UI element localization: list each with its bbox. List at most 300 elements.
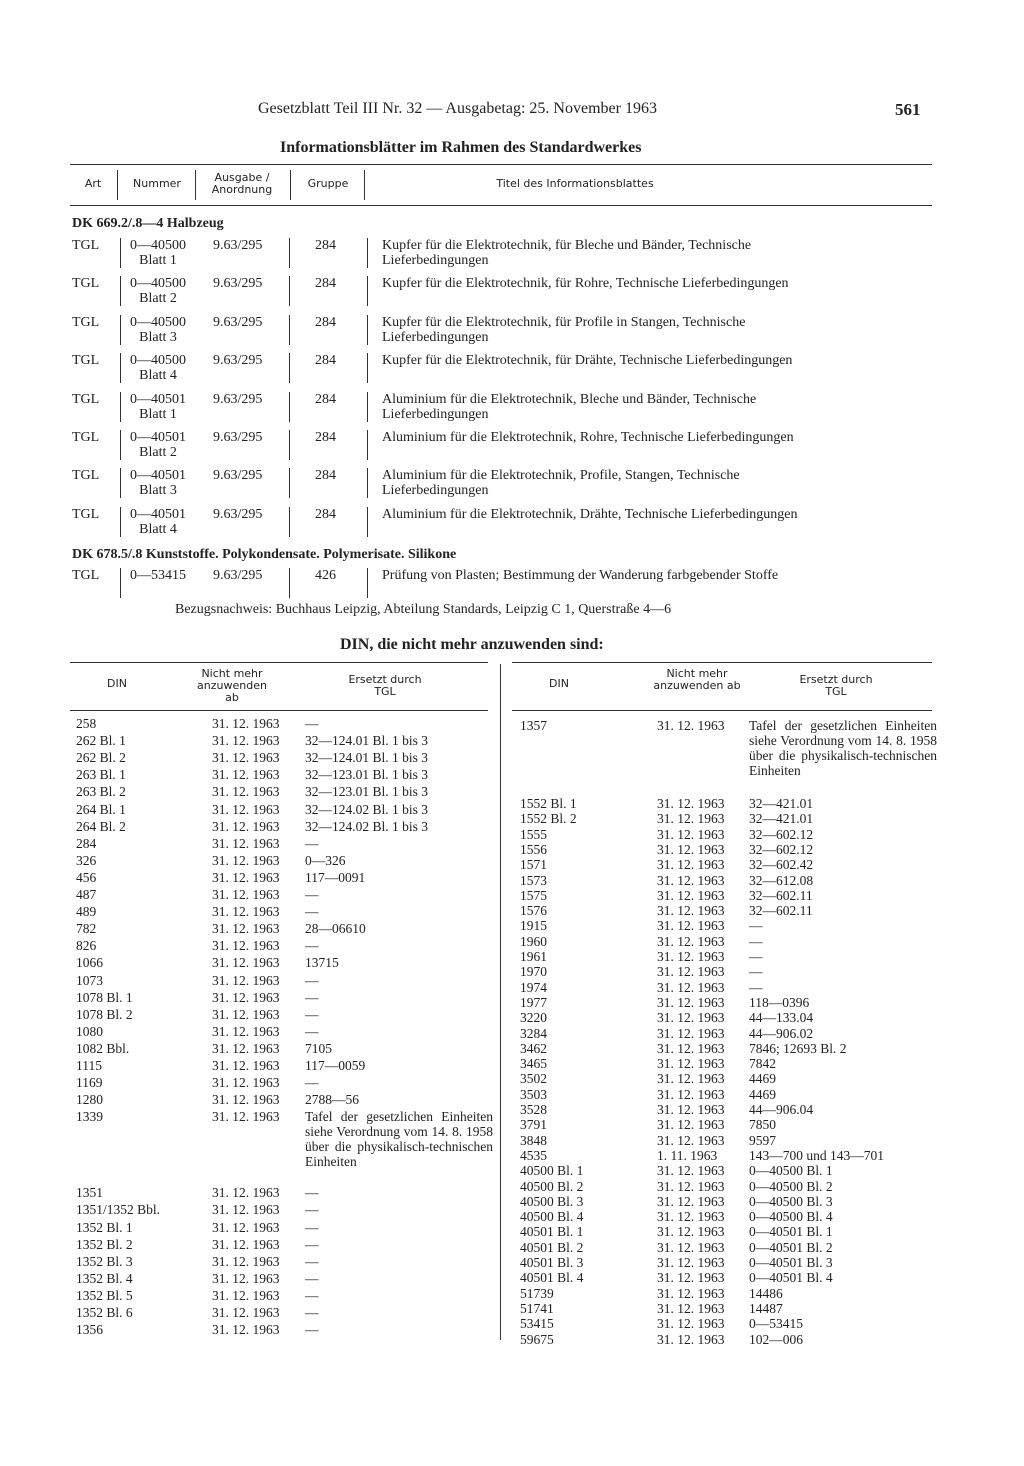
din-replacement: 0—40500 Bl. 2 — [749, 1178, 833, 1194]
gruppe-cell: 284 — [315, 430, 336, 445]
din-replacement: — — [749, 949, 763, 964]
din-number: 1339 — [76, 1109, 103, 1125]
cell-divider — [120, 238, 121, 268]
din-number: 1073 — [76, 972, 103, 988]
din-date: 31. 12. 1963 — [212, 1287, 280, 1303]
din-date: 31. 12. 1963 — [212, 1109, 280, 1125]
din-number: 1556 — [520, 841, 547, 857]
col-gruppe-header: Gruppe — [307, 177, 349, 190]
din-date: 31. 12. 1963 — [657, 1316, 725, 1332]
cell-divider — [367, 430, 368, 460]
group-heading: DK 678.5/.8 Kunststoffe. Polykondensate. Polymerisate. Silikone — [72, 547, 457, 562]
din-number: 262 Bl. 2 — [76, 750, 126, 766]
col-divider — [364, 170, 365, 200]
ausgabe-cell: 9.63/295 — [213, 468, 263, 484]
din-replacement: — — [305, 1219, 319, 1235]
cell-divider — [289, 315, 290, 345]
din-number: 1078 Bl. 1 — [76, 989, 133, 1005]
din-number: 1575 — [520, 887, 547, 903]
din-date: 31. 12. 1963 — [212, 852, 280, 868]
din-date: 31. 12. 1963 — [212, 1075, 280, 1091]
din-date: 31. 12. 1963 — [657, 1255, 725, 1270]
info-row — [0, 315, 950, 353]
gruppe-cell: 284 — [315, 353, 336, 369]
din-replacement: 7850 — [749, 1117, 776, 1133]
titel-cell: Aluminium für die Elektrotechnik, Drähte, Technische Lieferbedingungen — [382, 506, 798, 522]
din-date: 31. 12. 1963 — [657, 1010, 725, 1026]
din-date: 31. 12. 1963 — [657, 1102, 725, 1117]
din-date: 31. 12. 1963 — [212, 887, 280, 902]
din-replacement: 32—124.01 Bl. 1 bis 3 — [305, 733, 429, 749]
din-date: 31. 12. 1963 — [212, 1006, 280, 1022]
din-number: 263 Bl. 2 — [76, 784, 126, 800]
art-cell: TGL — [72, 238, 100, 253]
din-number: 1915 — [520, 918, 547, 934]
cell-divider — [289, 353, 290, 383]
info-row — [0, 353, 950, 391]
din-number: 1352 Bl. 1 — [76, 1219, 133, 1235]
din-number: 40501 Bl. 3 — [520, 1255, 584, 1270]
titel-cell: Prüfung von Plasten; Bestimmung der Wanderung farbgebender Stoffe — [382, 568, 779, 583]
din-replacement: 0—40500 Bl. 1 — [749, 1163, 833, 1179]
din-number: 1573 — [520, 872, 547, 888]
cell-divider — [289, 430, 290, 460]
din-date: 31. 12. 1963 — [657, 994, 725, 1010]
cell-divider — [367, 392, 368, 422]
din-number: 263 Bl. 1 — [76, 767, 126, 783]
din-replacement: 118—0396 — [749, 994, 810, 1010]
din-replacement: — — [749, 964, 763, 980]
info-row — [0, 568, 950, 606]
din-date: 31. 12. 1963 — [212, 989, 280, 1005]
din-date: 31. 12. 1963 — [657, 1132, 725, 1148]
din-date: 31. 12. 1963 — [657, 1086, 725, 1102]
din-replacement: 32—421.01 — [749, 811, 814, 827]
col-ausgabe-header: Ausgabe / Anordnung — [211, 171, 273, 196]
din-date: 31. 12. 1963 — [212, 1236, 280, 1252]
art-cell: TGL — [72, 314, 100, 330]
din-date: 31. 12. 1963 — [212, 835, 280, 851]
nummer-cell: 0—40501 Blatt 4 — [130, 506, 186, 537]
cell-divider — [367, 276, 368, 306]
cell-divider — [367, 568, 368, 598]
ausgabe-cell: 9.63/295 — [213, 353, 263, 369]
nummer-cell: 0—40500 Blatt 4 — [130, 353, 186, 384]
nummer-cell: 0—53415 — [130, 568, 186, 583]
info-row — [0, 430, 950, 468]
din-date: 31. 12. 1963 — [212, 767, 280, 783]
din-replacement: 7842 — [749, 1056, 776, 1072]
din-replacement: 32—602.11 — [749, 887, 813, 903]
din-date: 31. 12. 1963 — [212, 955, 280, 971]
din-number: 3502 — [520, 1071, 547, 1087]
din-left-bottom-rule — [70, 710, 488, 711]
din-replacement: — — [305, 1023, 319, 1039]
din-replacement: 0—40501 Bl. 4 — [749, 1270, 833, 1286]
din-number: 1974 — [520, 979, 547, 995]
din-number: 51739 — [520, 1285, 554, 1301]
gruppe-cell: 284 — [315, 506, 336, 522]
din-replacement: — — [305, 938, 319, 954]
din-date: 31. 12. 1963 — [657, 796, 725, 811]
din-date: 31. 12. 1963 — [212, 869, 280, 885]
info-row — [0, 238, 950, 276]
gruppe-cell: 284 — [315, 391, 336, 407]
titel-cell: Kupfer für die Elektrotechnik, für Profile in Stangen, Technische Lieferbedingungen — [382, 314, 746, 345]
din-date: 31. 12. 1963 — [657, 872, 725, 888]
din-number: 1352 Bl. 4 — [76, 1270, 133, 1286]
din-replacement: — — [305, 1185, 319, 1201]
din-date: 31. 12. 1963 — [657, 1193, 725, 1209]
din-date: 31. 12. 1963 — [212, 1185, 280, 1201]
info-row — [0, 392, 950, 430]
cell-divider — [289, 568, 290, 598]
titel-cell: Kupfer für die Elektrotechnik, für Bleche und Bänder, Technische Lieferbedingungen — [382, 238, 752, 268]
info-table-title: Informationsblätter im Rahmen des Standardwerkes — [280, 139, 642, 156]
din-replacement: — — [305, 835, 319, 851]
info-row — [0, 276, 950, 314]
din-date: 31. 12. 1963 — [657, 1117, 725, 1133]
bezugsnachweis: Bezugsnachweis: Buchhaus Leipzig, Abteilung Standards, Leipzig C 1, Querstraße 4—6 — [175, 602, 672, 617]
din-number: 262 Bl. 1 — [76, 733, 126, 749]
din-date: 31. 12. 1963 — [212, 1219, 280, 1235]
gruppe-cell: 284 — [315, 276, 336, 292]
din-date: 31. 12. 1963 — [212, 1092, 280, 1108]
gruppe-cell: 284 — [315, 468, 336, 484]
din-replacement: 32—602.12 — [749, 826, 814, 842]
din-number: 1357 — [520, 718, 547, 733]
din-replacement: — — [305, 989, 319, 1005]
gruppe-cell: 284 — [315, 238, 336, 253]
din-number: 40500 Bl. 1 — [520, 1163, 584, 1179]
din-replacement: 4469 — [749, 1071, 776, 1087]
din-number: 40501 Bl. 2 — [520, 1239, 584, 1255]
cell-divider — [367, 507, 368, 537]
din-replacement: — — [305, 1253, 319, 1269]
din-replacement: 44—906.02 — [749, 1025, 814, 1041]
din-replacement: 32—123.01 Bl. 1 bis 3 — [305, 784, 429, 800]
din-right-col-ab: Nicht mehr anzuwenden ab — [653, 667, 741, 692]
din-replacement: 2788—56 — [305, 1092, 359, 1108]
din-date: 31. 12. 1963 — [212, 1253, 280, 1269]
art-cell: TGL — [72, 391, 100, 407]
din-number: 264 Bl. 1 — [76, 801, 126, 817]
din-date: 31. 12. 1963 — [657, 1300, 725, 1316]
din-number: 1082 Bbl. — [76, 1040, 130, 1056]
din-number: 3220 — [520, 1010, 547, 1026]
cell-divider — [367, 238, 368, 268]
titel-cell: Aluminium für die Elektrotechnik, Rohre, Technische Lieferbedingungen — [382, 430, 794, 445]
din-replacement: — — [305, 904, 319, 920]
cell-divider — [367, 315, 368, 345]
din-number: 1066 — [76, 955, 103, 971]
din-number: 487 — [76, 887, 97, 902]
gruppe-cell: 284 — [315, 314, 336, 330]
din-number: 3528 — [520, 1102, 547, 1117]
titel-cell: Kupfer für die Elektrotechnik, für Drähte, Technische Lieferbedingungen — [382, 353, 793, 369]
din-replacement: — — [305, 1236, 319, 1252]
din-number: 3465 — [520, 1056, 547, 1072]
din-replacement: 14486 — [749, 1285, 783, 1301]
din-number: 1352 Bl. 2 — [76, 1236, 133, 1252]
din-replacement: 32—612.08 — [749, 872, 814, 888]
din-right-col-din: DIN — [549, 677, 569, 690]
cell-divider — [120, 430, 121, 460]
din-date: 1. 11. 1963 — [657, 1147, 718, 1163]
din-date: 31. 12. 1963 — [657, 918, 725, 934]
nummer-cell: 0—40500 Blatt 3 — [130, 314, 186, 345]
din-replacement: 0—40500 Bl. 4 — [749, 1209, 833, 1225]
din-number: 1078 Bl. 2 — [76, 1006, 133, 1022]
din-date: 31. 12. 1963 — [212, 1270, 280, 1286]
din-left-top-rule — [70, 662, 488, 663]
din-date: 31. 12. 1963 — [212, 1202, 280, 1218]
nummer-cell: 0—40500 Blatt 2 — [130, 276, 186, 307]
din-number: 264 Bl. 2 — [76, 818, 126, 834]
din-date: 31. 12. 1963 — [212, 1322, 280, 1338]
din-replacement: 32—124.02 Bl. 1 bis 3 — [305, 818, 429, 834]
col-divider — [117, 170, 118, 200]
din-number: 59675 — [520, 1331, 554, 1347]
cell-divider — [120, 392, 121, 422]
din-date: 31. 12. 1963 — [212, 784, 280, 800]
din-date: 31. 12. 1963 — [212, 1058, 280, 1073]
titel-cell: Aluminium für die Elektrotechnik, Profile, Stangen, Technische Lieferbedingungen — [382, 468, 740, 499]
cell-divider — [120, 276, 121, 306]
art-cell: TGL — [72, 468, 100, 484]
din-number: 1555 — [520, 826, 547, 842]
cell-divider — [367, 353, 368, 383]
din-number: 3848 — [520, 1132, 547, 1148]
din-date: 31. 12. 1963 — [212, 1023, 280, 1039]
din-date: 31. 12. 1963 — [657, 1331, 725, 1347]
din-replacement: — — [305, 1270, 319, 1286]
cell-divider — [120, 507, 121, 537]
din-replacement: 32—124.02 Bl. 1 bis 3 — [305, 801, 429, 817]
col-divider — [195, 170, 196, 200]
din-replacement: 32—602.12 — [749, 841, 814, 857]
din-date: 31. 12. 1963 — [657, 1239, 725, 1255]
din-date: 31. 12. 1963 — [657, 903, 725, 919]
din-date: 31. 12. 1963 — [212, 716, 280, 731]
din-number: 1552 Bl. 2 — [520, 811, 577, 827]
cell-divider — [120, 568, 121, 598]
din-replacement: 32—602.42 — [749, 857, 814, 873]
page-number: 561 — [895, 100, 921, 119]
din-replacement: 44—133.04 — [749, 1010, 814, 1026]
nummer-cell: 0—40501 Blatt 2 — [130, 430, 186, 460]
din-replacement: — — [305, 1322, 319, 1338]
din-date: 31. 12. 1963 — [212, 921, 280, 937]
din-center-divider — [500, 664, 501, 1340]
col-art-header: Art — [84, 177, 102, 190]
din-date: 31. 12. 1963 — [657, 1025, 725, 1041]
din-number: 782 — [76, 921, 97, 937]
cell-divider — [367, 468, 368, 498]
cell-divider — [289, 238, 290, 268]
din-replacement: — — [305, 972, 319, 988]
din-replacement: 0—40500 Bl. 3 — [749, 1193, 833, 1209]
group-heading: DK 669.2/.8—4 Halbzeug — [72, 216, 224, 231]
din-replacement: 44—906.04 — [749, 1102, 814, 1117]
din-date: 31. 12. 1963 — [212, 972, 280, 988]
din-number: 1977 — [520, 994, 547, 1010]
din-replacement: 102—006 — [749, 1331, 803, 1347]
din-date: 31. 12. 1963 — [657, 1270, 725, 1286]
din-replacement: 32—602.11 — [749, 903, 813, 919]
col-nummer-header: Nummer — [133, 177, 181, 190]
din-date: 31. 12. 1963 — [212, 904, 280, 920]
din-replacement: — — [749, 933, 763, 949]
info-header-top-rule — [70, 164, 932, 165]
din-date: 31. 12. 1963 — [657, 841, 725, 857]
din-date: 31. 12. 1963 — [657, 811, 725, 827]
din-date: 31. 12. 1963 — [212, 1305, 280, 1320]
din-replacement: 7105 — [305, 1040, 332, 1056]
info-row — [0, 507, 950, 545]
din-replacement: — — [305, 716, 319, 731]
din-right-bottom-rule — [512, 710, 932, 711]
din-date: 31. 12. 1963 — [657, 1178, 725, 1194]
din-number: 1280 — [76, 1092, 103, 1108]
din-number: 3462 — [520, 1040, 547, 1056]
din-number: 3284 — [520, 1025, 547, 1041]
din-replacement: — — [305, 1305, 319, 1320]
col-titel-header: Titel des Informationsblattes — [496, 177, 654, 190]
din-date: 31. 12. 1963 — [657, 1285, 725, 1301]
din-right-col-tgl: Ersetzt durch TGL — [799, 673, 873, 698]
din-number: 284 — [76, 835, 97, 851]
cell-divider — [289, 392, 290, 422]
din-number: 3503 — [520, 1086, 547, 1102]
din-number: 1351 — [76, 1185, 103, 1201]
din-replacement: — — [305, 1006, 319, 1022]
gruppe-cell: 426 — [315, 568, 336, 583]
din-number: 1080 — [76, 1023, 103, 1039]
din-date: 31. 12. 1963 — [657, 1040, 725, 1056]
din-number: 1352 Bl. 3 — [76, 1253, 133, 1269]
din-date: 31. 12. 1963 — [657, 1071, 725, 1087]
din-left-col-ab: Nicht mehr anzuwenden ab — [197, 667, 267, 704]
din-number: 489 — [76, 904, 97, 920]
nummer-cell: 0—40500 Blatt 1 — [130, 238, 186, 268]
cell-divider — [289, 468, 290, 498]
din-left-col-din: DIN — [107, 677, 127, 690]
din-replacement: — — [749, 918, 763, 934]
din-replacement: 0—40501 Bl. 3 — [749, 1255, 833, 1270]
cell-divider — [289, 276, 290, 306]
din-number: 456 — [76, 869, 97, 885]
ausgabe-cell: 9.63/295 — [213, 391, 263, 407]
din-replacement: — — [305, 887, 319, 902]
ausgabe-cell: 9.63/295 — [213, 430, 263, 445]
din-table-title: DIN, die nicht mehr anzuwenden sind: — [340, 636, 604, 653]
nummer-cell: 0—40501 Blatt 1 — [130, 391, 186, 422]
din-date: 31. 12. 1963 — [657, 979, 725, 995]
din-number: 1960 — [520, 933, 547, 949]
ausgabe-cell: 9.63/295 — [213, 568, 263, 583]
din-left-col-tgl: Ersetzt durch TGL — [348, 673, 422, 698]
din-date: 31. 12. 1963 — [212, 801, 280, 817]
din-date: 31. 12. 1963 — [657, 887, 725, 903]
din-number: 1571 — [520, 857, 547, 873]
din-replacement: 14487 — [749, 1300, 783, 1316]
din-replacement: — — [305, 1075, 319, 1091]
din-number: 40501 Bl. 4 — [520, 1270, 584, 1286]
ausgabe-cell: 9.63/295 — [213, 314, 263, 330]
din-date: 31. 12. 1963 — [657, 826, 725, 842]
din-number: 40500 Bl. 2 — [520, 1178, 584, 1194]
din-number: 1552 Bl. 1 — [520, 796, 577, 811]
din-date: 31. 12. 1963 — [657, 933, 725, 949]
din-number: 51741 — [520, 1300, 554, 1316]
titel-cell: Aluminium für die Elektrotechnik, Bleche und Bänder, Technische Lieferbedingungen — [382, 391, 757, 422]
din-date: 31. 12. 1963 — [657, 718, 725, 733]
din-replacement: 117—0059 — [305, 1058, 366, 1073]
din-replacement: — — [749, 979, 763, 995]
din-replacement: — — [305, 1287, 319, 1303]
din-number: 258 — [76, 716, 97, 731]
art-cell: TGL — [72, 568, 100, 583]
din-replacement: 28—06610 — [305, 921, 366, 937]
din-replacement: — — [305, 1202, 319, 1218]
din-date: 31. 12. 1963 — [657, 1209, 725, 1225]
din-date: 31. 12. 1963 — [657, 857, 725, 873]
art-cell: TGL — [72, 353, 100, 369]
din-date: 31. 12. 1963 — [212, 733, 280, 749]
cell-divider — [120, 353, 121, 383]
din-number: 40500 Bl. 4 — [520, 1209, 584, 1225]
din-replacement: 0—40501 Bl. 1 — [749, 1224, 833, 1240]
art-cell: TGL — [72, 430, 100, 445]
ausgabe-cell: 9.63/295 — [213, 238, 263, 253]
din-replacement: 143—700 und 143—701 — [749, 1147, 884, 1163]
ausgabe-cell: 9.63/295 — [213, 276, 263, 292]
din-replacement: 117—0091 — [305, 869, 366, 885]
din-number: 1352 Bl. 5 — [76, 1287, 133, 1303]
din-date: 31. 12. 1963 — [657, 1224, 725, 1240]
cell-divider — [289, 507, 290, 537]
din-date: 31. 12. 1963 — [657, 964, 725, 980]
din-replacement: Tafel der gesetzlichen Einheiten siehe Verordnung vom 14. 8. 1958 über die physikalisch-technischen Einheiten — [305, 1109, 493, 1170]
din-date: 31. 12. 1963 — [657, 949, 725, 964]
din-date: 31. 12. 1963 — [657, 1163, 725, 1179]
din-date: 31. 12. 1963 — [212, 750, 280, 766]
din-number: 40501 Bl. 1 — [520, 1224, 584, 1240]
din-replacement: 0—326 — [305, 852, 346, 868]
din-replacement: 32—123.01 Bl. 1 bis 3 — [305, 767, 429, 783]
din-right-top-rule — [512, 662, 932, 663]
art-cell: TGL — [72, 506, 100, 522]
din-number: 1169 — [76, 1075, 103, 1091]
din-number: 40500 Bl. 3 — [520, 1193, 584, 1209]
din-number: 1115 — [76, 1058, 102, 1073]
din-replacement: 32—421.01 — [749, 796, 814, 811]
titel-cell: Kupfer für die Elektrotechnik, für Rohre, Technische Lieferbedingungen — [382, 276, 789, 292]
din-replacement: 32—124.01 Bl. 1 bis 3 — [305, 750, 429, 766]
din-date: 31. 12. 1963 — [212, 818, 280, 834]
info-header-bottom-rule — [70, 205, 932, 206]
din-replacement: 13715 — [305, 955, 339, 971]
din-replacement: 0—40501 Bl. 2 — [749, 1239, 833, 1255]
din-number: 326 — [76, 852, 97, 868]
din-number: 1961 — [520, 949, 547, 964]
din-number: 4535 — [520, 1147, 547, 1163]
din-replacement: Tafel der gesetzlichen Einheiten siehe Verordnung vom 14. 8. 1958 über die physikalisch-technischen Einheiten — [749, 718, 937, 778]
din-number: 3791 — [520, 1117, 547, 1133]
din-date: 31. 12. 1963 — [657, 1056, 725, 1072]
din-date: 31. 12. 1963 — [212, 1040, 280, 1056]
